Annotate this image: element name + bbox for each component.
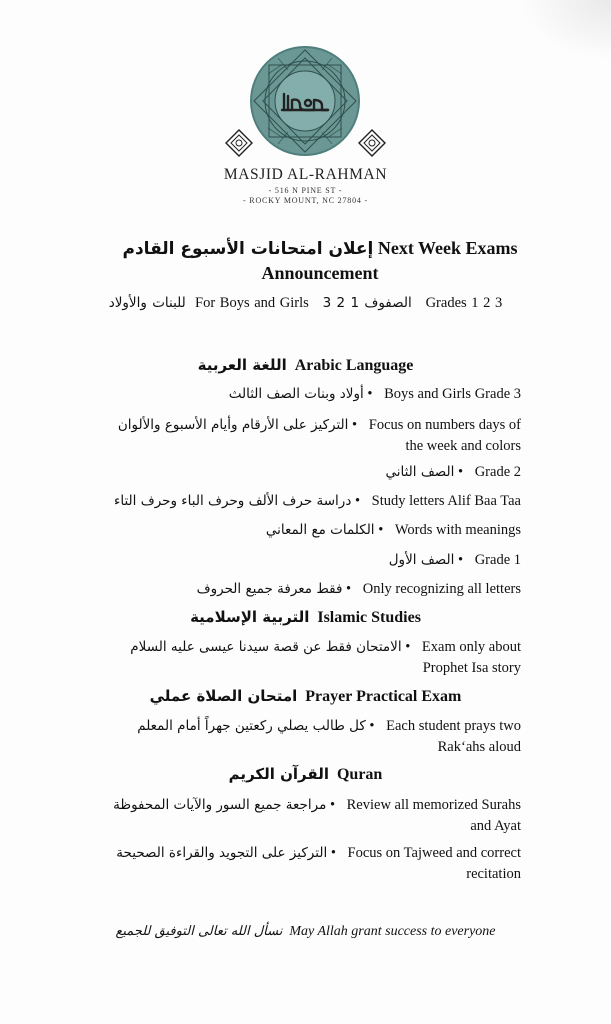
bullet: • (352, 417, 358, 433)
masjid-logo-icon (248, 44, 362, 158)
heading-english-text: Quran (336, 766, 383, 783)
bullet: • (354, 493, 361, 509)
item-english-cont: Rak‘ahs aloud (437, 739, 521, 755)
footer-blessing (0, 924, 611, 940)
bullet: • (329, 797, 336, 813)
heading-english-text: Arabic Language (294, 357, 414, 374)
item-english-cont: and Ayat (470, 818, 521, 834)
item-arabic: الصف الثاني (385, 464, 455, 480)
heading-english-text: Islamic Studies (317, 609, 421, 626)
item-arabic: كل طالب يصلي ركعتين جهراً أمام المعلم (137, 718, 366, 734)
item-english: Boys and Girls Grade 3 (384, 386, 521, 402)
heading-arabic-text: امتحان الصلاة عملي (149, 687, 298, 705)
diamond-ornament-icon (357, 128, 387, 158)
heading-arabic-text: التربية الإسلامية (190, 608, 310, 626)
section-heading-prayer-exam (0, 687, 611, 706)
footer-english: May Allah grant success to everyone (289, 924, 496, 939)
heading-english-text: Prayer Practical Exam (305, 688, 462, 705)
mosque-name: MASJID AL-RAHMAN (223, 166, 388, 183)
item-english: Review all memorized Surahs (346, 797, 521, 813)
bullet: • (369, 718, 375, 734)
list-item (71, 520, 521, 541)
section-heading-arabic-language (0, 356, 611, 375)
grades-english: Grades 1 2 3 (425, 295, 503, 311)
list-item (71, 579, 521, 600)
item-arabic: الصف الأول (388, 552, 455, 568)
audience-english: For Boys and Girls (195, 295, 309, 311)
bullet: • (367, 386, 373, 402)
corner-shadow (521, 0, 611, 60)
list-item (71, 491, 521, 512)
item-english-cont: Prophet Isa story (422, 660, 521, 676)
section-heading-quran (0, 765, 611, 784)
audience-arabic: للبنات والأولاد (108, 295, 186, 311)
item-arabic: الامتحان فقط عن قصة سيدنا عيسى عليه السلام (130, 639, 402, 655)
item-arabic: التركيز على الأرقام وأيام الأسبوع والألوان (117, 417, 349, 433)
list-item (71, 462, 521, 483)
bullet: • (405, 639, 411, 655)
bullet: • (330, 845, 336, 861)
diamond-ornament-icon (224, 128, 254, 158)
list-item (71, 550, 521, 571)
list-item (71, 843, 521, 885)
subtitle (0, 295, 611, 312)
list-item (71, 795, 521, 837)
item-english: Grade 2 (474, 464, 521, 480)
list-item (71, 415, 521, 457)
list-item (71, 716, 521, 758)
item-english: Each student prays two (386, 718, 521, 734)
footer-arabic: نسأل الله تعالى التوفيق للجميع (115, 924, 283, 939)
item-arabic: دراسة حرف الألف وحرف الباء وحرف التاء (114, 493, 352, 509)
item-english: Focus on numbers days of (368, 417, 521, 433)
heading-arabic-text: اللغة العربية (197, 356, 287, 374)
item-english: Grade 1 (474, 552, 521, 568)
item-english: Only recognizing all letters (362, 581, 521, 597)
bullet: • (346, 581, 352, 597)
grades-arabic: الصفوف 1 2 3 (322, 295, 412, 311)
heading-arabic-text: القرآن الكريم (228, 765, 329, 783)
item-english: Focus on Tajweed and correct (347, 845, 521, 861)
item-arabic: الكلمات مع المعاني (265, 522, 375, 538)
item-arabic: مراجعة جميع السور والآيات المحفوظة (113, 797, 327, 813)
item-english-cont: recitation (466, 866, 521, 882)
item-arabic: فقط معرفة جميع الحروف (196, 581, 343, 597)
item-arabic: التركيز على التجويد والقراءة الصحيحة (116, 845, 328, 861)
list-item (71, 384, 521, 405)
item-arabic: أولاد وبنات الصف الثالث (228, 386, 364, 402)
list-item (71, 637, 521, 679)
page-title (120, 236, 520, 285)
item-english: Words with meanings (394, 522, 521, 538)
item-english-cont: the week and colors (405, 438, 521, 454)
item-english: Exam only about (421, 639, 521, 655)
bullet: • (458, 552, 464, 568)
section-heading-islamic-studies (0, 608, 611, 627)
item-english: Study letters Alif Baa Taa (371, 493, 521, 509)
bullet: • (378, 522, 384, 538)
address-street: - 516 N PINE ST - (268, 186, 343, 195)
title-arabic: إعلان امتحانات الأسبوع القادم (122, 239, 374, 259)
title-english: Next Week Exams Announcement (261, 238, 518, 283)
bullet: • (458, 464, 464, 480)
address-city: - ROCKY MOUNT, NC 27804 - (243, 196, 368, 205)
